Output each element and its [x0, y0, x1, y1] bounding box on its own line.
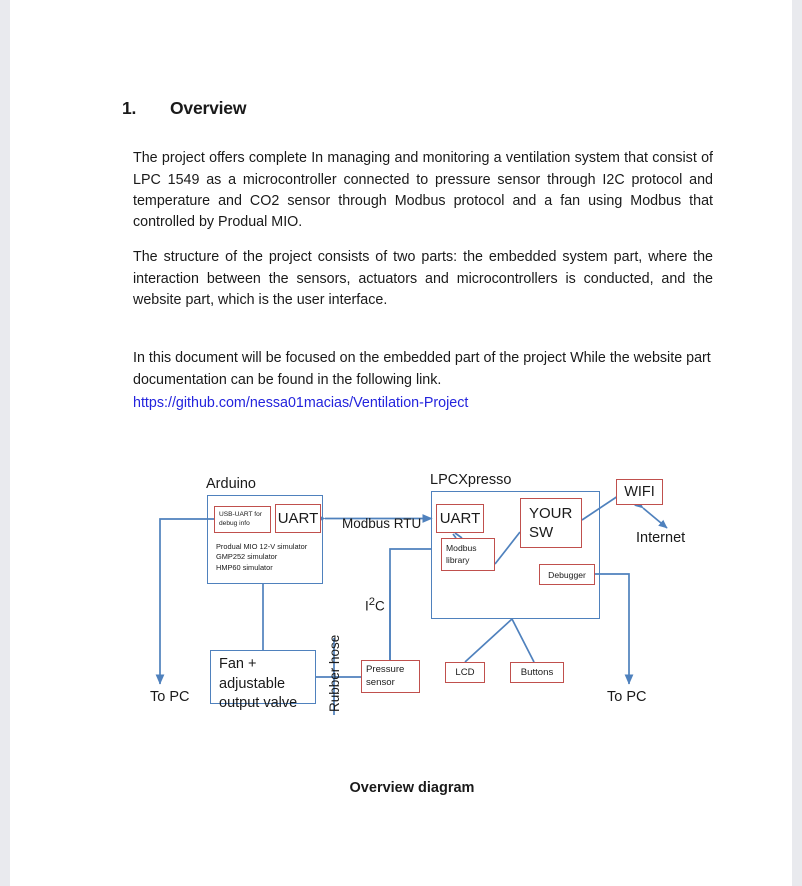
arduino-title: Arduino: [206, 476, 256, 492]
to-pc-label-left: To PC: [150, 689, 190, 705]
fan-line: output valve: [219, 695, 298, 711]
i2c-base: I: [365, 598, 369, 614]
your-sw-box[interactable]: YOUR SW: [520, 498, 582, 548]
paragraph-3: In this document will be focused on the embedded part of the project While the website part documentation can be found in the following link.: [133, 350, 711, 388]
fan-line: Fan +: [219, 656, 257, 672]
document-page: [10, 0, 792, 886]
lpc-uart-box[interactable]: UART: [436, 504, 484, 533]
rubber-hose-label: Rubber hose: [327, 634, 342, 712]
figure-caption: Overview diagram: [349, 780, 475, 796]
page-title: [122, 98, 702, 119]
internet-label: Internet: [636, 530, 686, 546]
overview-diagram: [122, 460, 722, 750]
simulator-line: GMP252 simulator: [216, 552, 278, 562]
lpcxpresso-title: LPCXpresso: [430, 472, 512, 488]
to-pc-label-right: To PC: [607, 689, 647, 705]
arduino-simulator-list: [216, 542, 307, 573]
buttons-box[interactable]: Buttons: [510, 662, 564, 683]
arduino-uart-box[interactable]: UART: [275, 504, 321, 533]
i2c-label: [365, 596, 385, 614]
modbus-rtu-label: Modbus RTU: [342, 516, 422, 531]
lcd-box[interactable]: LCD: [445, 662, 485, 683]
simulator-line: Produal MIO 12-V simulator: [216, 542, 308, 551]
fan-line: adjustable: [219, 675, 286, 692]
i2c-superscript: 2: [368, 596, 376, 608]
usb-uart-debug-box[interactable]: USB-UART for debug info: [214, 506, 271, 533]
i2c-tail: C: [375, 598, 385, 614]
wifi-box[interactable]: WIFI: [616, 479, 663, 505]
heading-text: Overview: [170, 98, 247, 118]
simulator-line: HMP60 simulator: [216, 562, 273, 572]
fan-valve-box[interactable]: [210, 650, 316, 711]
paragraph-1: The project offers complete In managing and monitoring a ventilation system that consist of LPC 1549 as a microcontroller connected to pressure sensor through I2C protocol and temperature and CO2 sensor through Modbus protocol and a fan using Modbus that controlled by Produal MIO.: [133, 150, 713, 231]
modbus-library-box[interactable]: Modbus library: [441, 538, 495, 571]
heading-number: 1.: [122, 98, 137, 118]
debugger-box[interactable]: Debugger: [539, 564, 595, 585]
pressure-sensor-box[interactable]: Pressure sensor: [361, 660, 420, 693]
github-link[interactable]: https://github.com/nessa01macias/Ventilation-Project: [133, 395, 469, 411]
paragraph-2: The structure of the project consists of two parts: the embedded system part, where the interaction between the sensors, actuators and microcontrollers is conducted, and the website part, which is the user interface.: [133, 249, 713, 308]
